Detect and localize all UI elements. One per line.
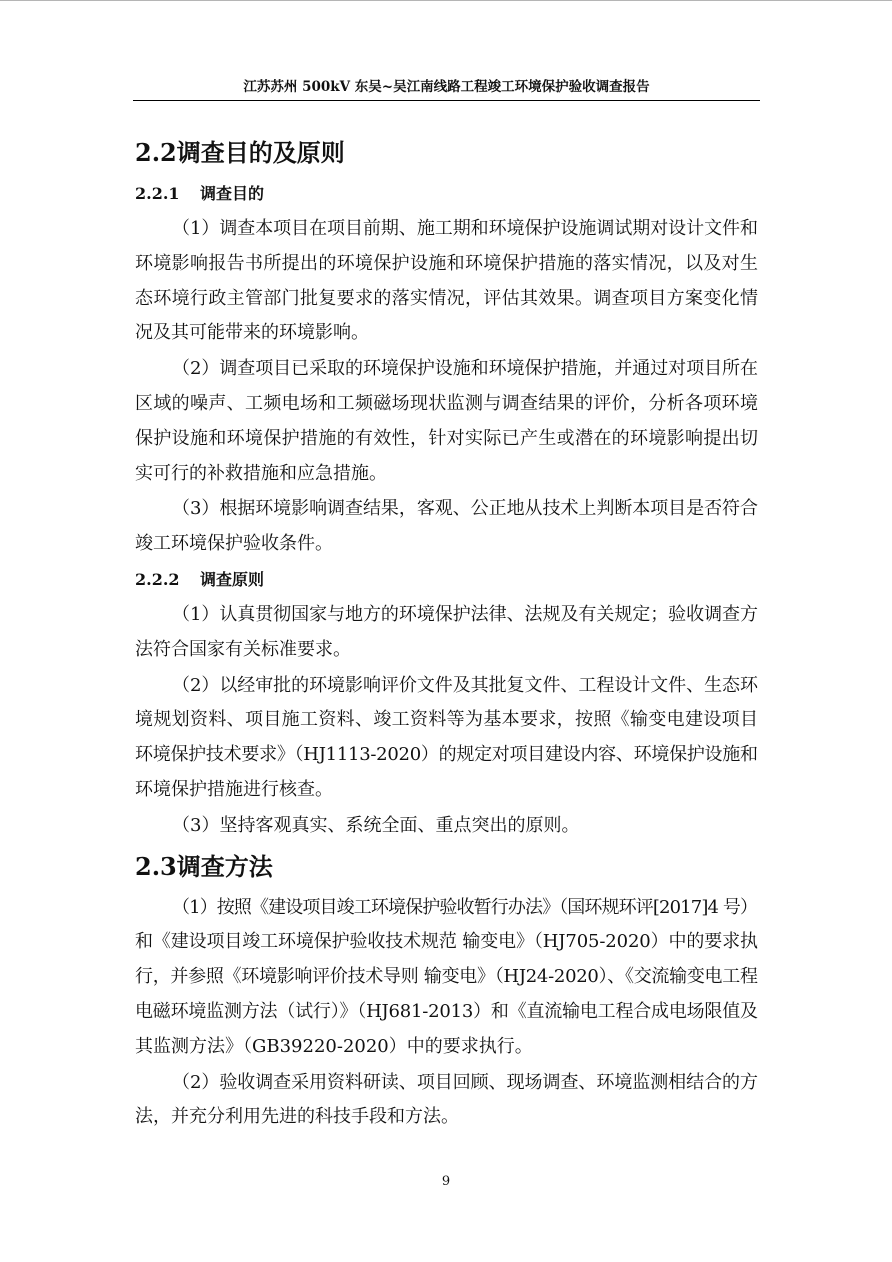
subsection-title: 调查目的 bbox=[200, 184, 265, 203]
subsection-title: 调查原则 bbox=[200, 569, 265, 589]
running-header: 江苏苏州 500kV 东吴~吴江南线路工程竣工环境保护验收调查报告 bbox=[133, 77, 760, 101]
section-number: 2.3 bbox=[135, 851, 177, 881]
text-line: 环境保护技术要求》（HJ1113-2020）的规定对项目建设内容、环境保护设施和 bbox=[135, 744, 758, 766]
text-line: 其监测方法》（GB39220-2020）中的要求执行。 bbox=[135, 1035, 533, 1057]
text-line: 法，并充分利用先进的科技手段和方法。 bbox=[135, 1106, 459, 1128]
text-line: 竣工环境保护验收条件。 bbox=[135, 533, 333, 555]
text-line: 和《建设项目竣工环境保护验收技术规范 输变电》（HJ705-2020）中的要求执 bbox=[135, 931, 758, 953]
section-heading-2-2 bbox=[135, 130, 758, 176]
page-body bbox=[135, 130, 758, 1135]
paragraph bbox=[135, 891, 758, 1065]
subsection-heading-2-2-2 bbox=[135, 562, 758, 597]
paragraph bbox=[135, 1066, 758, 1136]
paragraph bbox=[135, 212, 758, 351]
subsection-number: 2.2.1 bbox=[135, 184, 180, 203]
paragraph bbox=[135, 492, 758, 562]
text-line: 环境保护措施进行核查。 bbox=[135, 778, 333, 800]
text-line: （2）以经审批的环境影响评价文件及其批复文件、工程设计文件、生态环 bbox=[172, 674, 758, 696]
subsection-number: 2.2.2 bbox=[135, 569, 180, 589]
paragraph bbox=[135, 598, 758, 668]
text-line: （2）验收调查采用资料研读、项目回顾、现场调查、环境监测相结合的方 bbox=[172, 1071, 758, 1093]
text-line: （1）认真贯彻国家与地方的环境保护法律、法规及有关规定；验收调查方 bbox=[172, 603, 758, 625]
text-line: 区域的噪声、工频电场和工频磁场现状监测与调查结果的评价，分析各项环境 bbox=[135, 392, 759, 414]
text-line: 环境影响报告书所提出的环境保护设施和环境保护措施的落实情况，以及对生 bbox=[135, 252, 759, 274]
text-line: 法符合国家有关标准要求。 bbox=[135, 638, 351, 660]
text-line: 况及其可能带来的环境影响。 bbox=[135, 322, 369, 344]
section-title: 调查目的及原则 bbox=[176, 138, 345, 167]
page-number: 9 bbox=[441, 1174, 451, 1189]
paragraph bbox=[135, 669, 758, 808]
section-title: 调查方法 bbox=[176, 851, 273, 881]
text-line: 电磁环境监测方法（试行）》（HJ681-2013）和《直流输电工程合成电场限值及 bbox=[135, 1000, 758, 1022]
section-number: 2.2 bbox=[135, 138, 177, 167]
text-line: （1）按照《建设项目竣工环境保护验收暂行办法》（国环规环评[2017]4 号） bbox=[172, 896, 758, 918]
text-line: （2）调查项目已采取的环境保护设施和环境保护措施，并通过对项目所在 bbox=[172, 358, 758, 380]
paragraph bbox=[135, 809, 758, 844]
text-line: 态环境行政主管部门批复要求的落实情况，评估其效果。调查项目方案变化情 bbox=[135, 287, 759, 309]
subsection-heading-2-2-1 bbox=[135, 176, 758, 211]
text-line: 境规划资料、项目施工资料、竣工资料等为基本要求，按照《输变电建设项目 bbox=[135, 709, 759, 731]
text-line: （3）根据环境影响调查结果，客观、公正地从技术上判断本项目是否符合 bbox=[172, 498, 758, 520]
text-line: 行，并参照《环境影响评价技术导则 输变电》（HJ24-2020）、《交流输变电工程 bbox=[135, 966, 758, 988]
text-line: （1）调查本项目在项目前期、施工期和环境保护设施调试期对设计文件和 bbox=[172, 218, 758, 239]
text-line: （3）坚持客观真实、系统全面、重点突出的原则。 bbox=[172, 814, 580, 836]
section-heading-2-3 bbox=[135, 844, 758, 890]
text-line: 实可行的补救措施和应急措施。 bbox=[135, 462, 387, 484]
text-line: 保护设施和环境保护措施的有效性，针对实际已产生或潜在的环境影响提出切 bbox=[135, 427, 759, 449]
paragraph bbox=[135, 352, 758, 491]
